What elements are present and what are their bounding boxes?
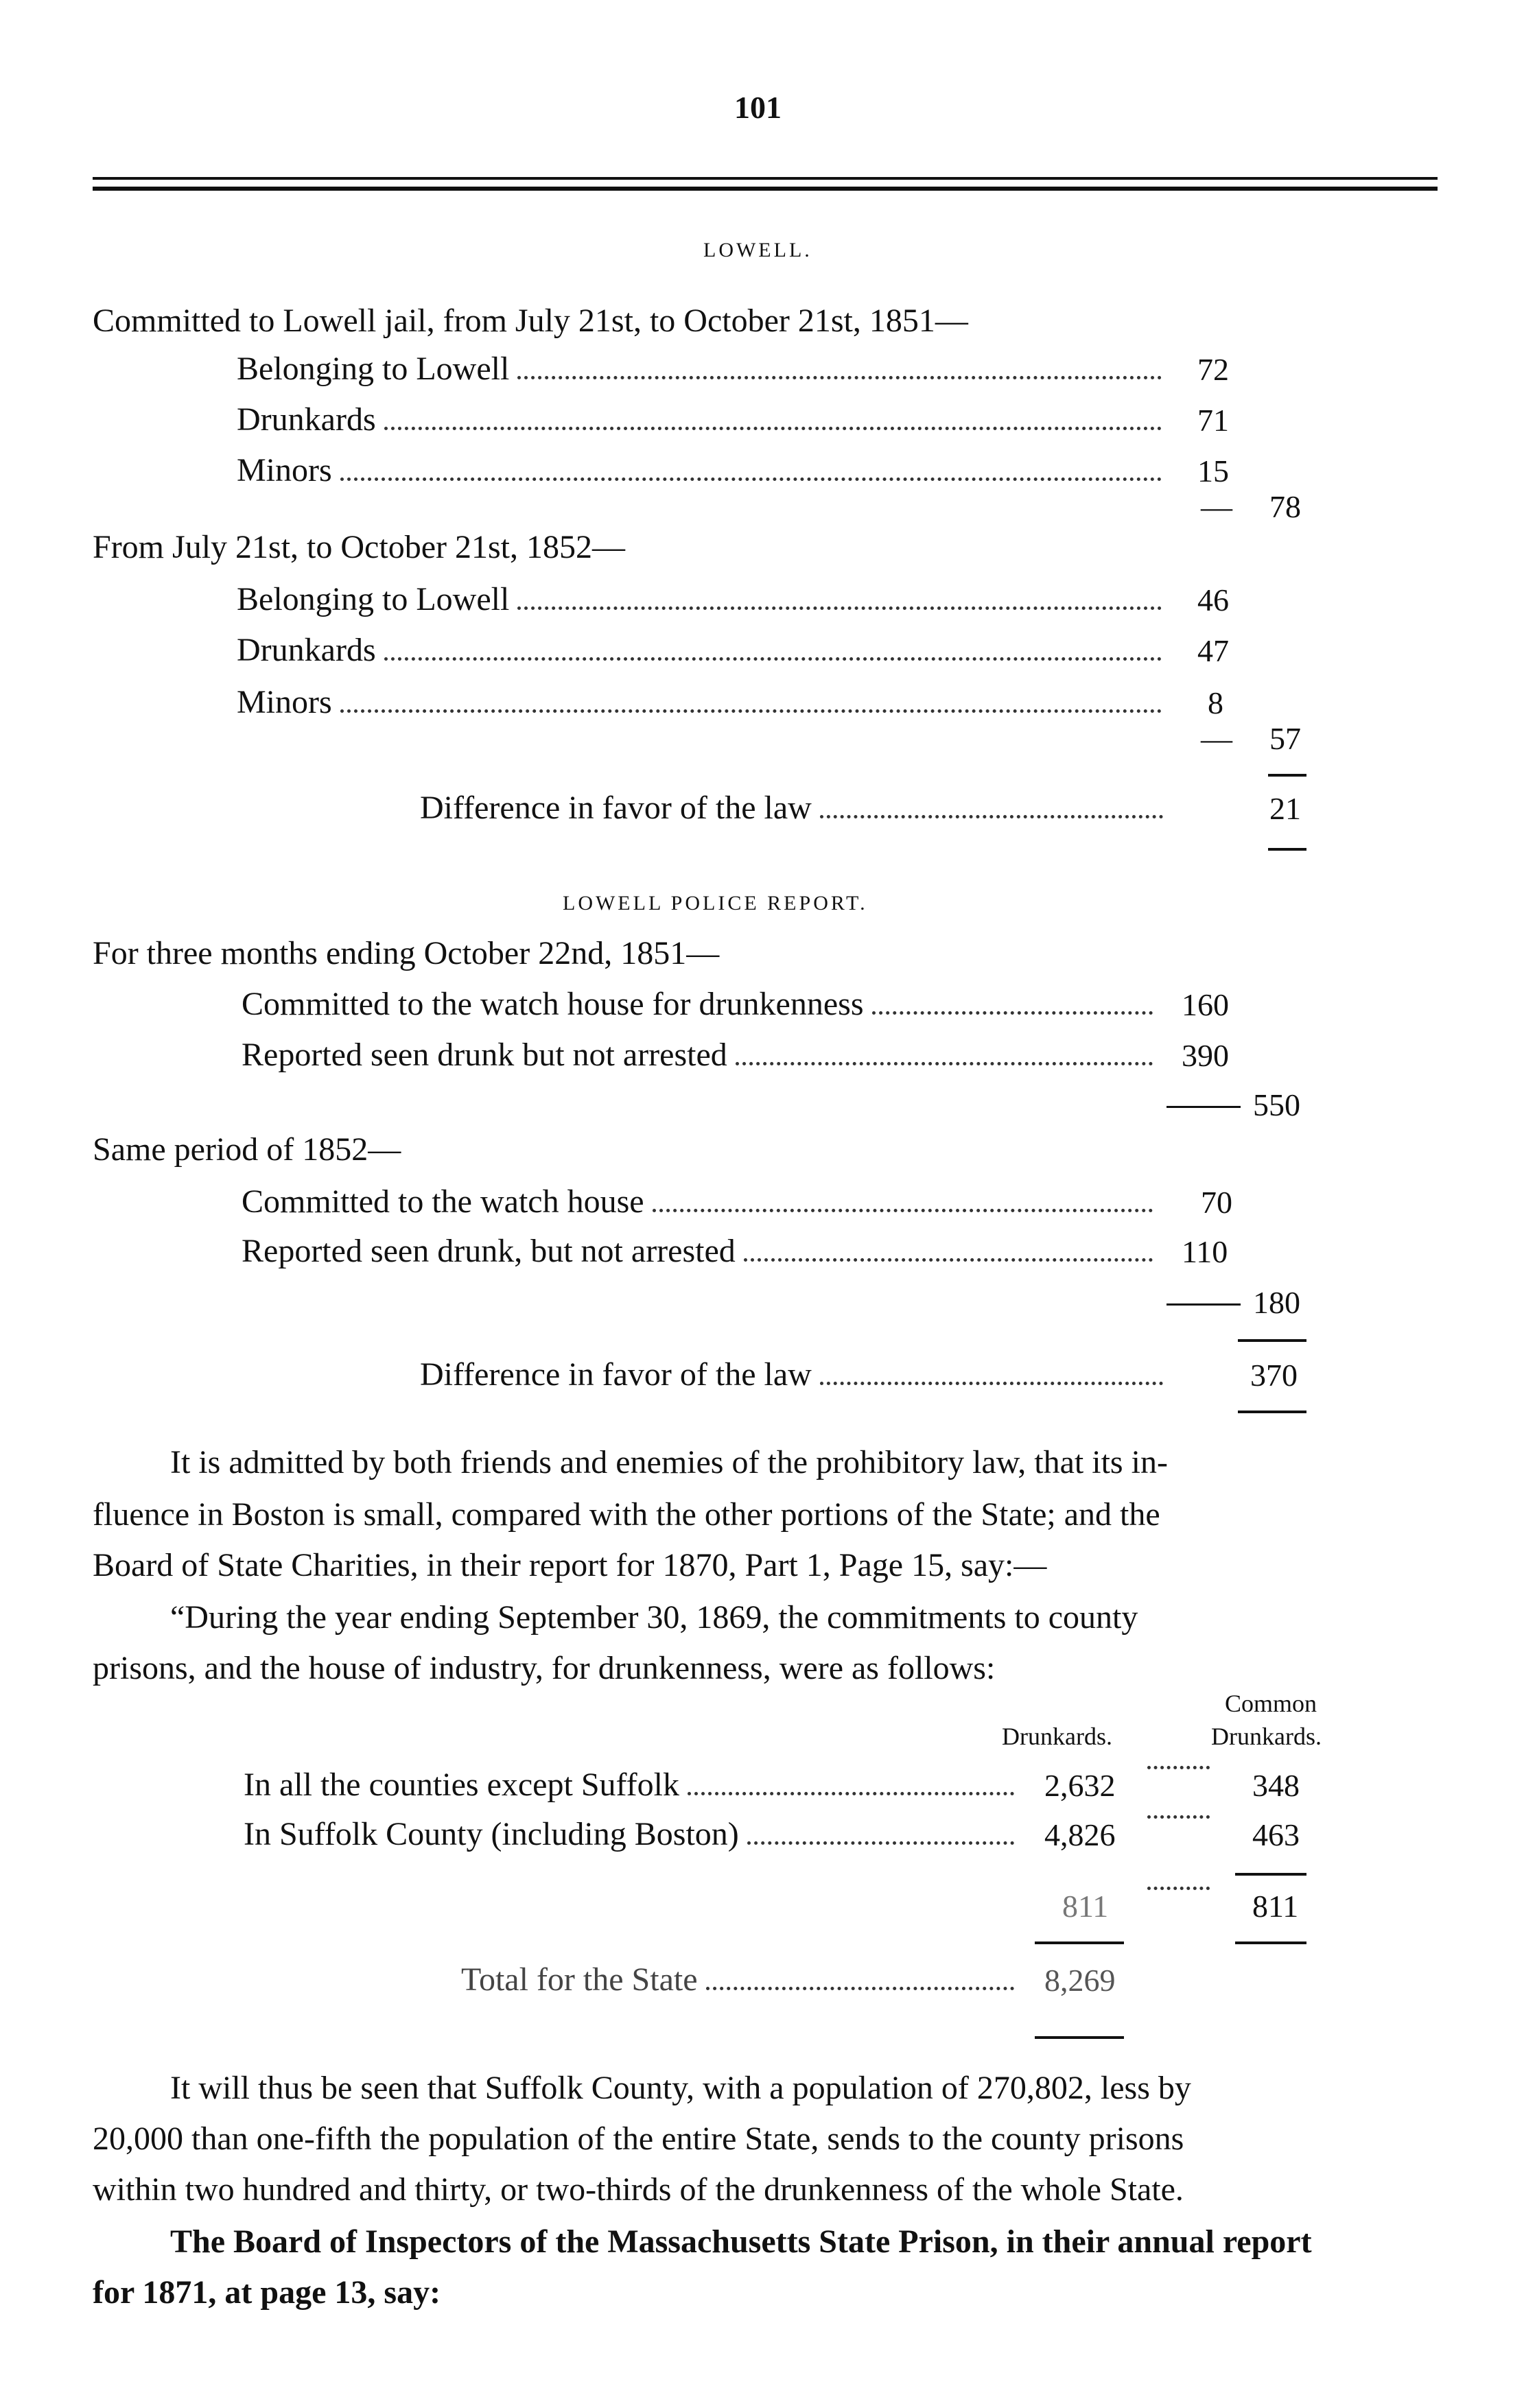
- leader-dots: [688, 1792, 1014, 1795]
- row-label: Minors: [237, 684, 332, 720]
- para2-line1: It will thus be seen that Suffolk County, with a population of 270,802, less by: [170, 2070, 1191, 2106]
- table-row-sep: [1139, 1815, 1218, 1827]
- leader-dots: [384, 657, 1162, 661]
- row-value: 70: [1201, 1185, 1232, 1220]
- police-heading: LOWELL POLICE REPORT.: [563, 892, 868, 914]
- para1-line3: Board of State Charities, in their report for 1870, Part 1, Page 15, say:—: [93, 1547, 1047, 1583]
- sum-rule: [1268, 774, 1306, 777]
- committed-intro: Committed to Lowell jail, from July 21st, to October 21st, 1851—: [93, 303, 968, 339]
- police-total-1852: 180: [1253, 1285, 1300, 1320]
- subtotal-common: 811: [1252, 1889, 1299, 1924]
- header-rule-bottom: [93, 187, 1438, 191]
- difference-row-police: [420, 1356, 1171, 1393]
- row-label: Committed to the watch house for drunkenness: [242, 986, 864, 1022]
- row-label: Reported seen drunk but not arrested: [242, 1037, 727, 1073]
- leader-dots: [736, 1062, 1153, 1065]
- leader-dots: [872, 1011, 1153, 1015]
- row-value: 46: [1197, 582, 1229, 617]
- row-1851-belonging: [237, 350, 1170, 388]
- row-label: Belonging to Lowell: [237, 351, 510, 387]
- row-label: Reported seen drunk, but not arrested: [242, 1233, 736, 1269]
- para3-line1: The Board of Inspectors of the Massachusetts State Prison, in their annual report: [170, 2223, 1312, 2260]
- row-label: Belonging to Lowell: [237, 581, 510, 617]
- row-value: 160: [1182, 987, 1229, 1022]
- row-value: 72: [1197, 352, 1229, 387]
- sum-rule: [1238, 1410, 1306, 1413]
- leader-dots: [747, 1841, 1014, 1845]
- sum-rule: [1035, 2036, 1124, 2039]
- subtotal-sep: [1139, 1887, 1218, 1898]
- leader-dots: [384, 427, 1162, 430]
- cell-drunkards: 2,632: [1044, 1768, 1116, 1803]
- para2-line2: 20,000 than one-fifth the population of the entire State, sends to the county prisons: [93, 2121, 1184, 2157]
- leader-dots: [340, 709, 1162, 713]
- sum-rule: [1235, 1941, 1306, 1944]
- row-1852-drunkards: [237, 631, 1170, 669]
- row-value: 71: [1197, 403, 1229, 438]
- row-1851-minors: [237, 451, 1170, 489]
- para3-line2: for 1871, at page 13, say:: [93, 2274, 441, 2311]
- difference-value: 370: [1250, 1358, 1298, 1393]
- total-value: 8,269: [1044, 1963, 1116, 1998]
- leader-dots: [653, 1209, 1153, 1212]
- subtotal-drunkards: 811: [1062, 1889, 1109, 1924]
- sum-rule: [1035, 1941, 1124, 1944]
- row-value: 47: [1197, 633, 1229, 668]
- total-1851: 78: [1269, 489, 1301, 524]
- lowell-heading: LOWELL.: [703, 239, 812, 261]
- dash-1852: —: [1201, 721, 1232, 756]
- leader-dots: [706, 1987, 1014, 1990]
- col-header-drunkards: Drunkards.: [1002, 1723, 1112, 1750]
- row-label: In all the counties except Suffolk: [244, 1767, 679, 1803]
- sum-rule: [1167, 1106, 1241, 1108]
- row-value: 8: [1208, 685, 1223, 720]
- row-value: 15: [1197, 453, 1229, 488]
- row-value: 390: [1182, 1038, 1229, 1073]
- leader-dots: [744, 1258, 1153, 1262]
- row-label: Drunkards: [237, 632, 376, 668]
- leader-dots: [1147, 1815, 1210, 1819]
- difference-label: Difference in favor of the law: [420, 790, 812, 826]
- dash-1851: —: [1201, 489, 1232, 524]
- difference-label: Difference in favor of the law: [420, 1356, 812, 1393]
- row-label: Committed to the watch house: [242, 1183, 644, 1220]
- quote-line1: “During the year ending September 30, 1869, the commitments to county: [170, 1599, 1138, 1636]
- row-1852-belonging: [237, 580, 1170, 618]
- leader-dots: [1147, 1766, 1210, 1769]
- leader-dots: [820, 1382, 1163, 1385]
- table-row: [244, 1766, 1022, 1804]
- para2-line3: within two hundred and thirty, or two-thirds of the drunkenness of the whole State.: [93, 2171, 1184, 2208]
- sum-rule: [1235, 1873, 1306, 1876]
- leader-dots: [340, 477, 1162, 481]
- leader-dots: [517, 606, 1162, 610]
- sum-rule: [1167, 1303, 1241, 1306]
- from-intro: From July 21st, to October 21st, 1852—: [93, 529, 625, 565]
- row-1852-minors: [237, 683, 1170, 721]
- cell-common: 348: [1252, 1768, 1300, 1803]
- difference-row-lowell: [420, 789, 1171, 827]
- para1-line1: It is admitted by both friends and enemies of the prohibitory law, that its in-: [170, 1444, 1168, 1480]
- police-intro-1852: Same period of 1852—: [93, 1131, 401, 1168]
- row-label: In Suffolk County (including Boston): [244, 1816, 739, 1852]
- cell-drunkards: 4,826: [1044, 1817, 1116, 1852]
- leader-dots: [820, 815, 1163, 818]
- police-row-1851-reported: [242, 1036, 1161, 1074]
- row-label: Drunkards: [237, 401, 376, 438]
- police-intro-1851: For three months ending October 22nd, 1851—: [93, 935, 720, 971]
- col-header-common-line1: Common: [1225, 1690, 1317, 1717]
- total-label: Total for the State: [461, 1961, 698, 1998]
- row-1851-drunkards: [237, 401, 1170, 438]
- leader-dots: [1147, 1887, 1210, 1890]
- table-row: [244, 1815, 1022, 1853]
- table-row-sep: [1139, 1766, 1218, 1778]
- sum-rule: [1268, 848, 1306, 851]
- police-total-1851: 550: [1253, 1087, 1300, 1122]
- total-1852: 57: [1269, 721, 1301, 756]
- police-row-1851-committed: [242, 985, 1161, 1023]
- cell-common: 463: [1252, 1817, 1300, 1852]
- police-row-1852-reported: [242, 1232, 1161, 1270]
- sum-rule: [1238, 1339, 1306, 1342]
- col-header-common-line2: Drunkards.: [1211, 1723, 1322, 1750]
- police-row-1852-committed: [242, 1183, 1161, 1220]
- total-row: [461, 1961, 1022, 1998]
- page-number: 101: [734, 90, 782, 125]
- quote-line2: prisons, and the house of industry, for drunkenness, were as follows:: [93, 1650, 996, 1686]
- leader-dots: [517, 376, 1162, 379]
- row-label: Minors: [237, 452, 332, 488]
- row-value: 110: [1182, 1234, 1228, 1269]
- header-rule-top: [93, 177, 1438, 180]
- difference-value: 21: [1269, 791, 1301, 826]
- para1-line2: fluence in Boston is small, compared with the other portions of the State; and the: [93, 1496, 1160, 1533]
